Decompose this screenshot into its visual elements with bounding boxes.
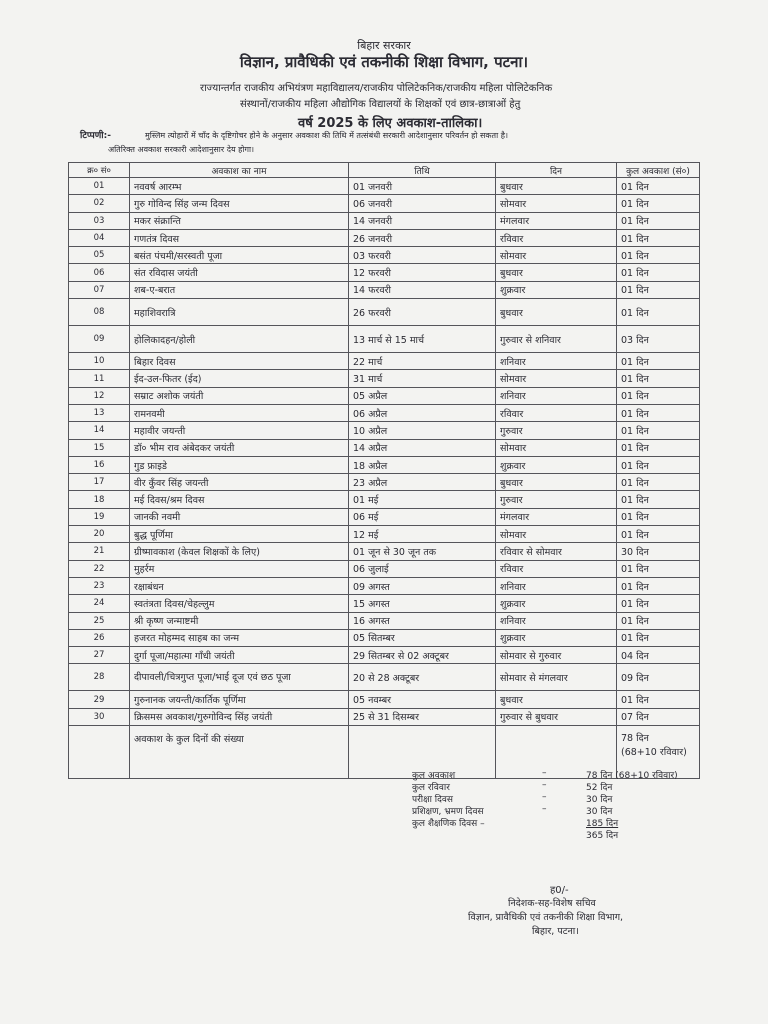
signatory-role: निदेशक-सह-विशेष सचिव xyxy=(508,898,596,909)
table-row xyxy=(69,404,700,421)
cell-date: 14 फरवरी xyxy=(349,281,496,298)
cell-total-days: 01 दिन xyxy=(617,370,700,387)
cell-day: मंगलवार xyxy=(496,508,617,525)
cell-serial: 30 xyxy=(69,708,130,725)
cell-day: गुरुवार xyxy=(496,491,617,508)
table-row xyxy=(69,212,700,229)
cell-date: 14 जनवरी xyxy=(349,212,496,229)
table-row xyxy=(69,560,700,577)
signatory-department: विज्ञान, प्रावैधिकी एवं तकनीकी शिक्षा विभाग, xyxy=(468,912,624,923)
cell-serial: 16 xyxy=(69,456,130,473)
document-title: वर्ष 2025 के लिए अवकाश-तालिका। xyxy=(298,116,483,131)
cell-serial: 13 xyxy=(69,404,130,421)
cell-day: सोमवार से गुरुवार xyxy=(496,647,617,664)
table-row xyxy=(69,612,700,629)
summary-dash: – xyxy=(542,768,547,778)
cell-date: 29 सितम्बर से 02 अक्टूबर xyxy=(349,647,496,664)
cell-total-days: 01 दिन xyxy=(617,387,700,404)
cell-day: रविवार xyxy=(496,229,617,246)
cell-serial: 17 xyxy=(69,474,130,491)
cell-day: शनिवार xyxy=(496,577,617,594)
cell-holiday-name: बसंत पंचमी/सरस्वती पूजा xyxy=(130,247,349,264)
cell-day: रविवार xyxy=(496,560,617,577)
cell-total-days: 30 दिन xyxy=(617,543,700,560)
cell-date: 01 जनवरी xyxy=(349,178,496,195)
table-row xyxy=(69,577,700,594)
table-row xyxy=(69,526,700,543)
cell-day: बुधवार xyxy=(496,691,617,708)
summary-value: 30 दिन xyxy=(586,795,613,805)
header-line-1: राज्यान्तर्गत राजकीय अभियंत्रण महाविद्यालय/राजकीय पोलिटेकनिक/राजकीय महिला पोलिटेकनिक xyxy=(200,83,553,94)
cell-holiday-name: शब-ए-बरात xyxy=(130,281,349,298)
table-row xyxy=(69,422,700,439)
cell-date: 20 से 28 अक्टूबर xyxy=(349,664,496,691)
cell-total-days: 09 दिन xyxy=(617,664,700,691)
cell-total-days: 01 दिन xyxy=(617,439,700,456)
cell-holiday-name: होलिकादहन/होली xyxy=(130,326,349,353)
cell-holiday-name: गणतंत्र दिवस xyxy=(130,229,349,246)
summary-label: कुल रविवार xyxy=(412,783,450,793)
table-row xyxy=(69,474,700,491)
cell-total-days: 01 दिन xyxy=(617,281,700,298)
table-row xyxy=(69,281,700,298)
cell-serial: 10 xyxy=(69,353,130,370)
table-row xyxy=(69,326,700,353)
cell-total-days: 01 दिन xyxy=(617,353,700,370)
cell-total-days: 01 दिन xyxy=(617,629,700,646)
header-date: तिथि xyxy=(349,163,496,178)
cell-day: गुरुवार से बुधवार xyxy=(496,708,617,725)
cell-date: 18 अप्रैल xyxy=(349,456,496,473)
cell-total-days: 04 दिन xyxy=(617,647,700,664)
cell-serial: 29 xyxy=(69,691,130,708)
table-row xyxy=(69,543,700,560)
cell-serial: 22 xyxy=(69,560,130,577)
table-row xyxy=(69,229,700,246)
table-header-row xyxy=(69,163,700,178)
cell-holiday-name: रामनवमी xyxy=(130,404,349,421)
cell-total-days: 01 दिन xyxy=(617,526,700,543)
summary-value: 365 दिन xyxy=(586,831,619,841)
note-line-2: अतिरिक्त अवकाश सरकारी आदेशानुसार देय होगा। xyxy=(108,145,255,154)
table-row xyxy=(69,353,700,370)
cell-serial: 07 xyxy=(69,281,130,298)
table-row xyxy=(69,708,700,725)
cell-date: 13 मार्च से 15 मार्च xyxy=(349,326,496,353)
cell-date: 16 अगस्त xyxy=(349,612,496,629)
summary-row xyxy=(412,768,712,780)
cell-holiday-name: डॉ० भीम राव अंबेदकर जयंती xyxy=(130,439,349,456)
cell-holiday-name: वीर कुँवर सिंह जयन्ती xyxy=(130,474,349,491)
cell-date: 05 नवम्बर xyxy=(349,691,496,708)
cell-serial: 14 xyxy=(69,422,130,439)
holiday-table xyxy=(68,162,700,779)
cell-day: रविवार xyxy=(496,404,617,421)
table-row xyxy=(69,178,700,195)
cell-day: बुधवार xyxy=(496,299,617,326)
cell-serial: 20 xyxy=(69,526,130,543)
cell-holiday-name: मई दिवस/श्रम दिवस xyxy=(130,491,349,508)
header-day: दिन xyxy=(496,163,617,178)
cell-holiday-name: नववर्ष आरम्भ xyxy=(130,178,349,195)
total-value: 78 दिन xyxy=(621,733,649,745)
header-line-2: संस्थानों/राजकीय महिला औद्योगिक विद्यालयों के शिक्षकों एवं छात्र-छात्राओं हेतु xyxy=(240,99,521,110)
cell-date: 01 मई xyxy=(349,491,496,508)
cell-date: 22 मार्च xyxy=(349,353,496,370)
cell-serial: 05 xyxy=(69,247,130,264)
cell-day: शनिवार xyxy=(496,353,617,370)
cell-serial: 02 xyxy=(69,195,130,212)
cell-serial: 09 xyxy=(69,326,130,353)
cell-serial: 21 xyxy=(69,543,130,560)
cell-holiday-name: गुरुनानक जयन्ती/कार्तिक पूर्णिमा xyxy=(130,691,349,708)
summary-row xyxy=(412,804,712,816)
summary-row xyxy=(412,816,712,828)
cell-total-days: 01 दिन xyxy=(617,404,700,421)
cell-total-days: 01 दिन xyxy=(617,595,700,612)
cell-serial: 25 xyxy=(69,612,130,629)
cell-date: 26 जनवरी xyxy=(349,229,496,246)
header-total: कुल अवकाश (सं०) xyxy=(617,163,700,178)
cell-date: 06 जुलाई xyxy=(349,560,496,577)
cell-day: सोमवार xyxy=(496,526,617,543)
cell-holiday-name: क्रिसमस अवकाश/गुरुगोविन्द सिंह जयंती xyxy=(130,708,349,725)
summary-label: कुल अवकाश xyxy=(412,771,456,781)
cell-holiday-name: बिहार दिवस xyxy=(130,353,349,370)
summary-label: कुल शैक्षणिक दिवस – xyxy=(412,819,485,829)
cell-total-days: 01 दिन xyxy=(617,560,700,577)
cell-day: शनिवार xyxy=(496,612,617,629)
cell-holiday-name: महाशिवरात्रि xyxy=(130,299,349,326)
cell-day: सोमवार xyxy=(496,439,617,456)
cell-holiday-name: हजरत मोहम्मद साहब का जन्म xyxy=(130,629,349,646)
cell-total-days: 01 दिन xyxy=(617,474,700,491)
cell-date: 09 अगस्त xyxy=(349,577,496,594)
cell-date: 01 जून से 30 जून तक xyxy=(349,543,496,560)
cell-holiday-name: मकर संक्रान्ति xyxy=(130,212,349,229)
cell-serial: 26 xyxy=(69,629,130,646)
cell-holiday-name: सम्राट अशोक जयंती xyxy=(130,387,349,404)
table-row xyxy=(69,195,700,212)
header-holiday-name: अवकाश का नाम xyxy=(130,163,349,178)
summary-label: परीक्षा दिवस xyxy=(412,795,453,805)
cell-date: 06 अप्रैल xyxy=(349,404,496,421)
cell-serial: 23 xyxy=(69,577,130,594)
cell-serial: 08 xyxy=(69,299,130,326)
signatory-place: बिहार, पटना। xyxy=(532,926,579,937)
cell-date: 15 अगस्त xyxy=(349,595,496,612)
cell-total-days: 01 दिन xyxy=(617,691,700,708)
cell-date: 05 सितम्बर xyxy=(349,629,496,646)
cell-day: रविवार से सोमवार xyxy=(496,543,617,560)
summary-block xyxy=(412,768,712,840)
header-serial: क्र० सं० xyxy=(69,163,130,178)
cell-total-days: 07 दिन xyxy=(617,708,700,725)
table-row xyxy=(69,664,700,691)
table-row xyxy=(69,264,700,281)
signature-mark: ह0/- xyxy=(550,885,569,896)
cell-serial: 24 xyxy=(69,595,130,612)
summary-row xyxy=(412,828,712,840)
cell-holiday-name: स्वतंत्रता दिवस/चेहल्लुम xyxy=(130,595,349,612)
cell-day: बुधवार xyxy=(496,178,617,195)
cell-holiday-name: बुद्ध पूर्णिमा xyxy=(130,526,349,543)
cell-date: 25 से 31 दिसम्बर xyxy=(349,708,496,725)
table-row xyxy=(69,247,700,264)
cell-total-days: 01 दिन xyxy=(617,299,700,326)
cell-holiday-name: दीपावली/चित्रगुप्त पूजा/भाई दूज एवं छठ पूजा xyxy=(130,664,349,691)
summary-value: 78 दिन (68+10 रविवार) xyxy=(586,771,678,781)
cell-total-days: 01 दिन xyxy=(617,612,700,629)
cell-day: शुक्रवार xyxy=(496,629,617,646)
cell-date: 05 अप्रैल xyxy=(349,387,496,404)
summary-dash: – xyxy=(542,804,547,814)
cell-day: सोमवार xyxy=(496,195,617,212)
cell-day: बुधवार xyxy=(496,264,617,281)
summary-label: प्रशिक्षण, भ्रमण दिवस xyxy=(412,807,484,817)
cell-day: शुक्रवार xyxy=(496,281,617,298)
cell-holiday-name: गुरु गोविन्द सिंह जन्म दिवस xyxy=(130,195,349,212)
table-row xyxy=(69,456,700,473)
summary-value: 185 दिन xyxy=(586,819,619,829)
cell-day: सोमवार से मंगलवार xyxy=(496,664,617,691)
cell-date: 12 मई xyxy=(349,526,496,543)
summary-value: 30 दिन xyxy=(586,807,613,817)
cell-total-days: 01 दिन xyxy=(617,456,700,473)
cell-date: 23 अप्रैल xyxy=(349,474,496,491)
cell-total-days: 01 दिन xyxy=(617,508,700,525)
table-row xyxy=(69,508,700,525)
table-row xyxy=(69,299,700,326)
cell-total-days: 01 दिन xyxy=(617,577,700,594)
cell-holiday-name: ईद-उल-फितर (ईद) xyxy=(130,370,349,387)
summary-row xyxy=(412,780,712,792)
cell-serial: 03 xyxy=(69,212,130,229)
cell-serial: 19 xyxy=(69,508,130,525)
cell-holiday-name: संत रविदास जयंती xyxy=(130,264,349,281)
cell-total-days: 01 दिन xyxy=(617,212,700,229)
cell-holiday-name: रक्षाबंधन xyxy=(130,577,349,594)
total-label: अवकाश के कुल दिनों की संख्या xyxy=(130,726,349,779)
cell-day: मंगलवार xyxy=(496,212,617,229)
cell-day: गुरुवार से शनिवार xyxy=(496,326,617,353)
cell-serial: 18 xyxy=(69,491,130,508)
cell-day: शनिवार xyxy=(496,387,617,404)
cell-holiday-name: ग्रीष्मावकाश (केवल शिक्षकों के लिए) xyxy=(130,543,349,560)
cell-date: 03 फरवरी xyxy=(349,247,496,264)
table-row xyxy=(69,629,700,646)
government-name: बिहार सरकार xyxy=(357,39,411,52)
summary-value: 52 दिन xyxy=(586,783,613,793)
cell-date: 12 फरवरी xyxy=(349,264,496,281)
cell-serial: 04 xyxy=(69,229,130,246)
cell-day: शुक्रवार xyxy=(496,595,617,612)
table-row xyxy=(69,387,700,404)
cell-serial: 27 xyxy=(69,647,130,664)
table-row xyxy=(69,647,700,664)
cell-serial: 01 xyxy=(69,178,130,195)
cell-holiday-name: महावीर जयन्ती xyxy=(130,422,349,439)
cell-serial: 12 xyxy=(69,387,130,404)
cell-total-days: 01 दिन xyxy=(617,264,700,281)
cell-total-days: 01 दिन xyxy=(617,247,700,264)
table-row xyxy=(69,691,700,708)
department-name: विज्ञान, प्रावैधिकी एवं तकनीकी शिक्षा विभाग, पटना। xyxy=(239,53,529,71)
cell-holiday-name: मुहर्रम xyxy=(130,560,349,577)
table-row xyxy=(69,595,700,612)
note-label: टिप्पणी:- xyxy=(80,131,111,141)
cell-serial: 11 xyxy=(69,370,130,387)
summary-dash: – xyxy=(542,780,547,790)
cell-date: 26 फरवरी xyxy=(349,299,496,326)
cell-serial: 06 xyxy=(69,264,130,281)
cell-holiday-name: जानकी नवमी xyxy=(130,508,349,525)
cell-day: सोमवार xyxy=(496,247,617,264)
total-note: (68+10 रविवार) xyxy=(621,747,687,759)
cell-date: 31 मार्च xyxy=(349,370,496,387)
summary-row xyxy=(412,792,712,804)
cell-holiday-name: दुर्गा पूजा/महात्मा गाँधी जयंती xyxy=(130,647,349,664)
cell-serial: 28 xyxy=(69,664,130,691)
cell-date: 10 अप्रैल xyxy=(349,422,496,439)
cell-holiday-name: श्री कृष्ण जन्माष्टमी xyxy=(130,612,349,629)
cell-total-days: 03 दिन xyxy=(617,326,700,353)
table-row xyxy=(69,491,700,508)
cell-serial: 15 xyxy=(69,439,130,456)
cell-day: शुक्रवार xyxy=(496,456,617,473)
note-line-1: मुस्लिम त्योहारों में चाँद के दृष्टिगोचर होने के अनुसार अवकाश की तिथि में तत्संबंधी सरकारी आदेशानुसार परिवर्तन हो सकता है। xyxy=(145,131,508,140)
cell-day: सोमवार xyxy=(496,370,617,387)
cell-total-days: 01 दिन xyxy=(617,195,700,212)
cell-holiday-name: गुड फ्राइडे xyxy=(130,456,349,473)
cell-date: 06 जनवरी xyxy=(349,195,496,212)
cell-day: गुरुवार xyxy=(496,422,617,439)
cell-day: बुधवार xyxy=(496,474,617,491)
cell-total-days: 01 दिन xyxy=(617,178,700,195)
cell-date: 14 अप्रैल xyxy=(349,439,496,456)
cell-empty xyxy=(69,726,130,779)
cell-date: 06 मई xyxy=(349,508,496,525)
table-row xyxy=(69,439,700,456)
table-row xyxy=(69,370,700,387)
cell-total-days: 01 दिन xyxy=(617,422,700,439)
cell-total-days: 01 दिन xyxy=(617,229,700,246)
cell-total-days: 01 दिन xyxy=(617,491,700,508)
summary-dash: – xyxy=(542,792,547,802)
